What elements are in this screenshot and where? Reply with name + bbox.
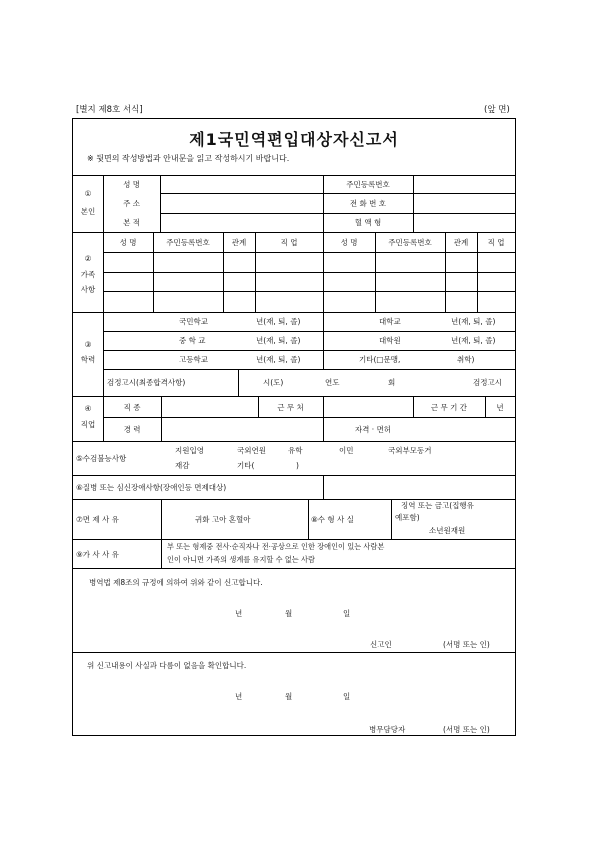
origin-label: 본 적 [123,218,140,227]
high-school-status: 년(재, 퇴, 졸) [256,355,301,364]
criminal-record-line1: 징역 또는 금고(집행유 [401,501,474,510]
exempt-parents-abroad: 국외부모동거 [388,446,432,455]
ged-round: 회 [388,378,396,387]
household-reason-line1: 부 또는 형제중 전사·순직자나 전·공상으로 인한 장애인이 있는 사람본 [167,542,385,551]
blood-type-label: 혈 액 형 [354,218,382,227]
confirmation-year: 년 [235,692,243,701]
ged-year: 연도 [325,378,340,387]
section2-number: ② [84,254,92,263]
graduate-school-status: 년(재, 퇴, 졸) [451,336,496,345]
exempt-study: 유학 [288,446,303,455]
work-period-unit: 년 [496,403,504,412]
section9-label: ⑨가 사 사 유 [76,550,119,559]
section3-number: ③ [84,340,92,349]
ged-city: 시(도) [263,378,284,387]
graduate-school-label: 대학원 [379,336,401,345]
other-education-tail: 취학) [457,355,475,364]
household-reason-line2: 인이 아니면 가족의 생계를 유지할 수 없는 사람 [167,555,315,564]
family-col-rrn-2: 주민등록번호 [388,238,432,247]
exempt-incarcerated: 재감 [175,461,190,470]
declarant-label: 신고인 [370,640,392,649]
college-status: 년(재, 퇴, 졸) [451,317,496,326]
section5-label: ⑤수검불능사항 [76,454,127,463]
criminal-record-line2: 예포함) [395,513,420,522]
family-col-job-2: 직 업 [487,238,505,247]
officer-label: 병무담당자 [369,725,406,734]
illness-field[interactable] [324,476,514,498]
section8-label: ⑧수 형 사 실 [311,515,354,524]
section3-label: 학력 [80,355,96,364]
work-period-label: 근 무 기 간 [430,403,468,412]
confirmation-text: 위 신고내용이 사실과 다름이 없음을 확인합니다. [87,661,247,670]
family-col-name-2: 성 명 [340,238,358,247]
declaration-day: 일 [343,609,351,618]
criminal-record-line3: 소년원재원 [429,526,466,535]
rrn-label: 주민등록번호 [346,180,390,189]
other-education-label: 기타(□문맹, [359,355,401,364]
college-label: 대학교 [379,317,401,326]
phone-label: 전 화 번 호 [349,199,387,208]
section2-label-b: 사항 [80,285,96,294]
report-form [72,118,516,736]
exemption-reason-value: 귀화 고아 혼혈아 [195,515,251,524]
workplace-label: 근 무 처 [277,403,304,412]
family-col-name: 성 명 [119,238,137,247]
middle-school-status: 년(재, 퇴, 졸) [256,336,301,345]
exempt-other: 기타( [237,461,255,470]
section1-number: ① [84,189,92,198]
family-col-relation: 관계 [231,238,247,247]
form-number: [별지 제8호 서식] [76,105,143,115]
high-school-label: 고등학교 [179,355,208,364]
exempt-emigration: 이민 [339,446,354,455]
exempt-volunteer: 지원입영 [175,446,204,455]
elementary-label: 국민학교 [179,317,208,326]
section2-label-a: 가족 [80,270,96,279]
family-col-rrn: 주민등록번호 [166,238,210,247]
section4-number: ④ [84,404,92,413]
form-title: 제1국민역편입대상자신고서 [189,130,399,149]
license-label: 자격 · 면허 [354,425,392,434]
declaration-year: 년 [235,609,243,618]
section1-label: 본인 [80,207,96,216]
family-col-job: 직 업 [280,238,298,247]
career-label: 경 력 [123,425,141,434]
declarant-sign-hint[interactable]: (서명 또는 인) [443,640,490,649]
rrn-field[interactable] [414,176,514,192]
declaration-month: 월 [285,609,293,618]
origin-field[interactable] [161,214,322,231]
exempt-abroad: 국외연원 [237,446,266,455]
page-side-label: (앞 면) [484,105,510,115]
middle-school-label: 중 학 교 [179,336,206,345]
job-kind-label: 직 종 [123,403,141,412]
phone-field[interactable] [414,194,514,212]
declaration-text: 병역법 제8조의 규정에 의하여 위와 같이 신고합니다. [89,578,263,587]
exempt-other-close: ) [296,461,299,470]
name-field[interactable] [161,176,322,192]
confirmation-month: 월 [285,692,293,701]
section7-label: ⑦면 제 사 유 [76,515,119,524]
family-col-relation-2: 관계 [453,238,469,247]
section6-label: ⑥질병 또는 심신장애사항(장애인등 면제대상) [76,483,227,492]
address-label: 주 소 [123,199,140,208]
officer-sign-hint[interactable]: (서명 또는 인) [443,725,490,734]
ged-label: 검정고시(최종합격사항) [107,378,186,387]
ged-end: 검정고시 [473,378,502,387]
section4-label: 직업 [80,420,96,429]
address-field[interactable] [161,194,322,212]
elementary-status: 년(재, 퇴, 졸) [256,317,301,326]
blood-type-field[interactable] [414,214,514,231]
instruction-note: ※ 뒷면의 작성방법과 안내문을 읽고 작성하시기 바랍니다. [87,154,290,163]
confirmation-day: 일 [343,692,351,701]
name-label: 성 명 [123,180,140,189]
